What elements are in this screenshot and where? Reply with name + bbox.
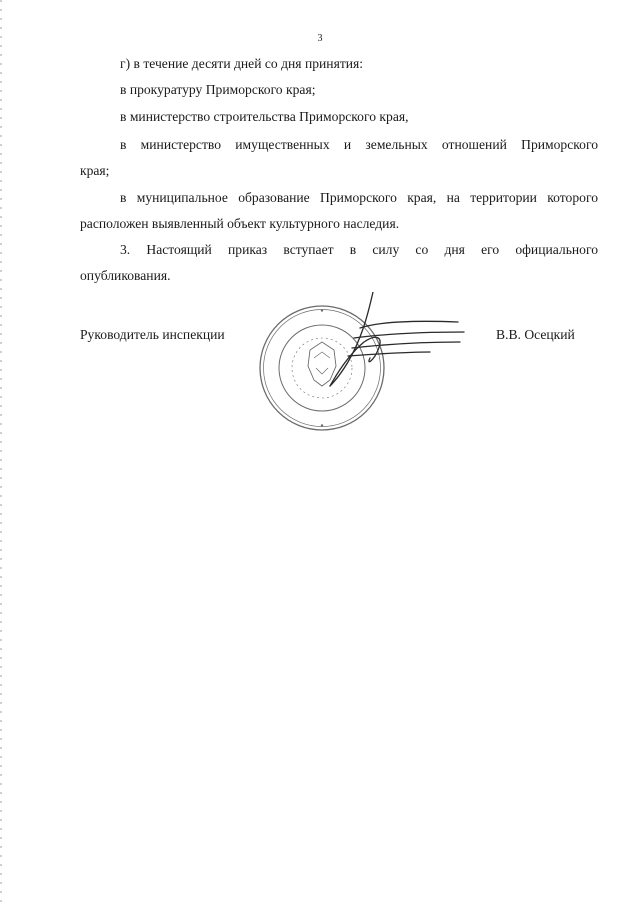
signatory-position: Руководитель инспекции — [80, 327, 225, 342]
recipient-property-ministry-line1: в министерство имущественных и земельных отношений Приморского — [120, 137, 598, 152]
recipient-municipal-line2: расположен выявленный объект культурного наследия. — [80, 216, 400, 231]
signatory-name: В.В. Осецкий — [496, 327, 575, 342]
scan-edge-artifact — [0, 0, 2, 905]
page-number: 3 — [317, 33, 323, 44]
recipient-prosecutor: в прокуратуру Приморского края; — [120, 82, 316, 97]
handwritten-signature — [318, 292, 468, 402]
item-g-line: г) в течение десяти дней со дня принятия: — [120, 56, 364, 71]
item-3-line2: опубликования. — [80, 268, 171, 283]
recipient-construction-ministry: в министерство строительства Приморского края, — [120, 109, 409, 124]
recipient-municipal-line1: в муниципальное образование Приморского края, на территории которого — [120, 190, 598, 205]
item-3-line1: 3. Настоящий приказ вступает в силу со дня его официального — [120, 242, 598, 257]
recipient-property-ministry-line2: края; — [80, 163, 110, 178]
